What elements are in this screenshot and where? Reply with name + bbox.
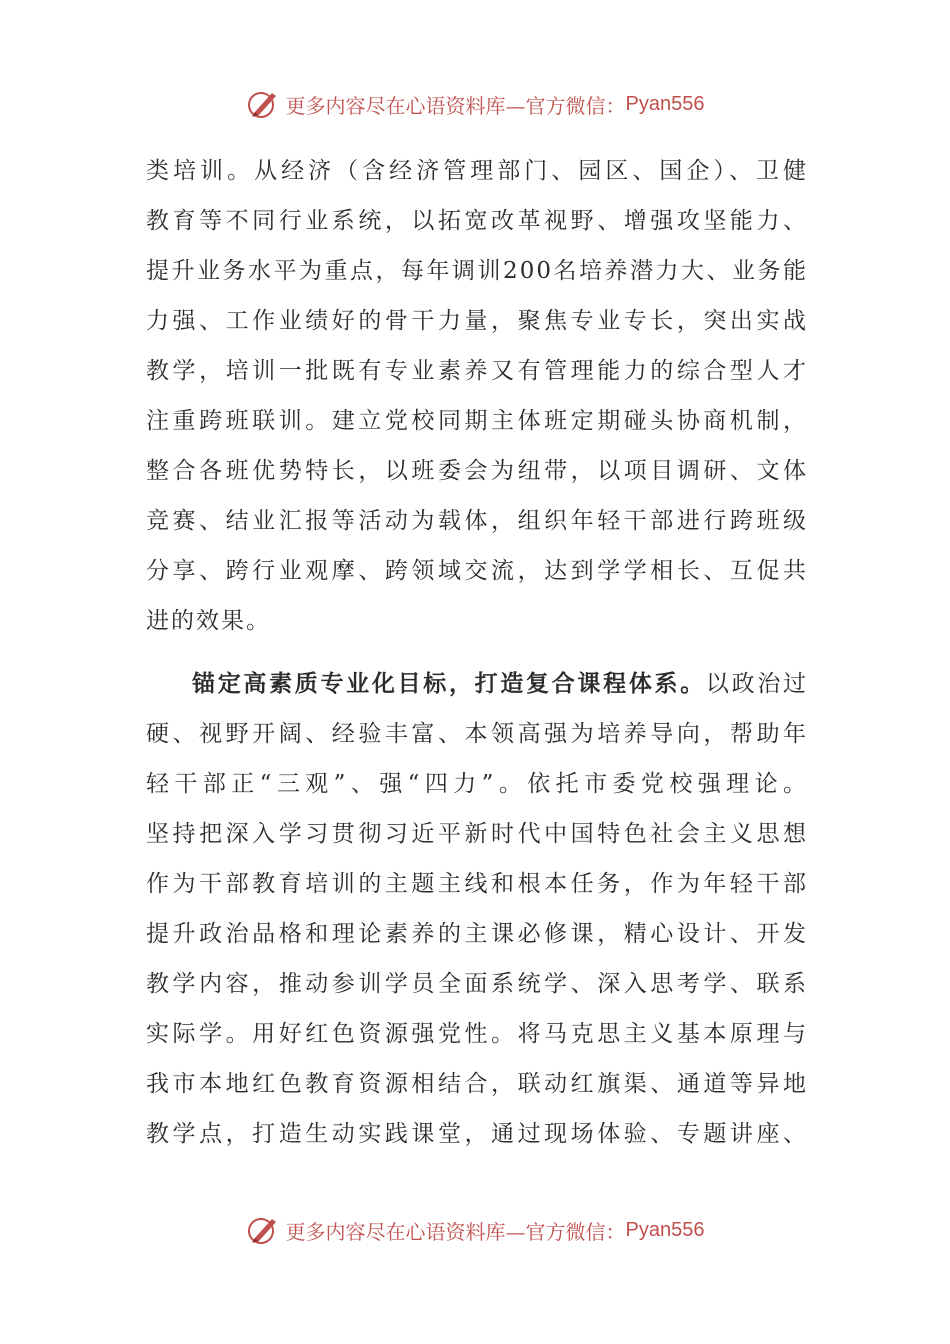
paragraph-spacer: [146, 646, 808, 659]
text-line: 实际学。用好红色资源强党性。将马克思主义基本原理与: [146, 1021, 808, 1047]
text-line: 提升政治品格和理论素养的主课必修课，精心设计、开发: [146, 921, 808, 947]
text-line: 提升业务水平为重点，每年调训200名培养潜力大、业务能: [146, 258, 808, 284]
text-line: 类培训。从经济（含经济管理部门、园区、国企）、卫健: [146, 158, 808, 184]
banner-text: 更多内容尽在心语资料库—官方微信：: [285, 93, 626, 118]
banner-wechat-id: Pyan556: [625, 1218, 705, 1241]
paragraph-2-first-line: [146, 659, 808, 709]
text-line: 教学，培训一批既有专业素养又有管理能力的综合型人才: [146, 358, 808, 384]
banner-text: 更多内容尽在心语资料库—官方微信：: [285, 1219, 626, 1244]
text-line: 分享、跨行业观摩、跨领域交流，达到学学相长、互促共: [146, 558, 808, 584]
text-line: 教学内容，推动参训学员全面系统学、深入思考学、联系: [146, 971, 808, 997]
header-banner: [0, 84, 950, 124]
text-run: 以政治过: [705, 671, 809, 697]
document-body: [146, 146, 808, 1159]
text-line: 我市本地红色教育资源相结合，联动红旗渠、通道等异地: [146, 1071, 808, 1097]
paragraph-heading: 锚定高素质专业化目标，打造复合课程体系。: [192, 670, 706, 697]
paragraph-2: [146, 659, 808, 1159]
text-line: 整合各班优势特长，以班委会为纽带，以项目调研、文体: [146, 458, 808, 484]
text-line: 轻干部正“三观”、强“四力”。依托市委党校强理论。: [146, 771, 808, 797]
text-line: 注重跨班联训。建立党校同期主体班定期碰头协商机制，: [146, 408, 808, 434]
pen-logo-icon: [246, 1213, 280, 1247]
text-line: 竞赛、结业汇报等活动为载体，组织年轻干部进行跨班级: [146, 508, 808, 534]
banner-wechat-id: Pyan556: [625, 92, 705, 115]
paragraph-1: [146, 146, 808, 646]
text-line: 进的效果。: [146, 608, 271, 634]
text-line: 坚持把深入学习贯彻习近平新时代中国特色社会主义思想: [146, 821, 808, 847]
text-line: 力强、工作业绩好的骨干力量，聚焦专业专长，突出实战: [146, 308, 808, 334]
footer-banner: [0, 1210, 950, 1250]
text-line: 教学点，打造生动实践课堂，通过现场体验、专题讲座、: [146, 1121, 808, 1147]
text-line: 硬、视野开阔、经验丰富、本领高强为培养导向，帮助年: [146, 721, 808, 747]
text-line: 教育等不同行业系统，以拓宽改革视野、增强攻坚能力、: [146, 208, 808, 234]
text-line: 作为干部教育培训的主题主线和根本任务，作为年轻干部: [146, 871, 808, 897]
pen-logo-icon: [246, 87, 280, 121]
